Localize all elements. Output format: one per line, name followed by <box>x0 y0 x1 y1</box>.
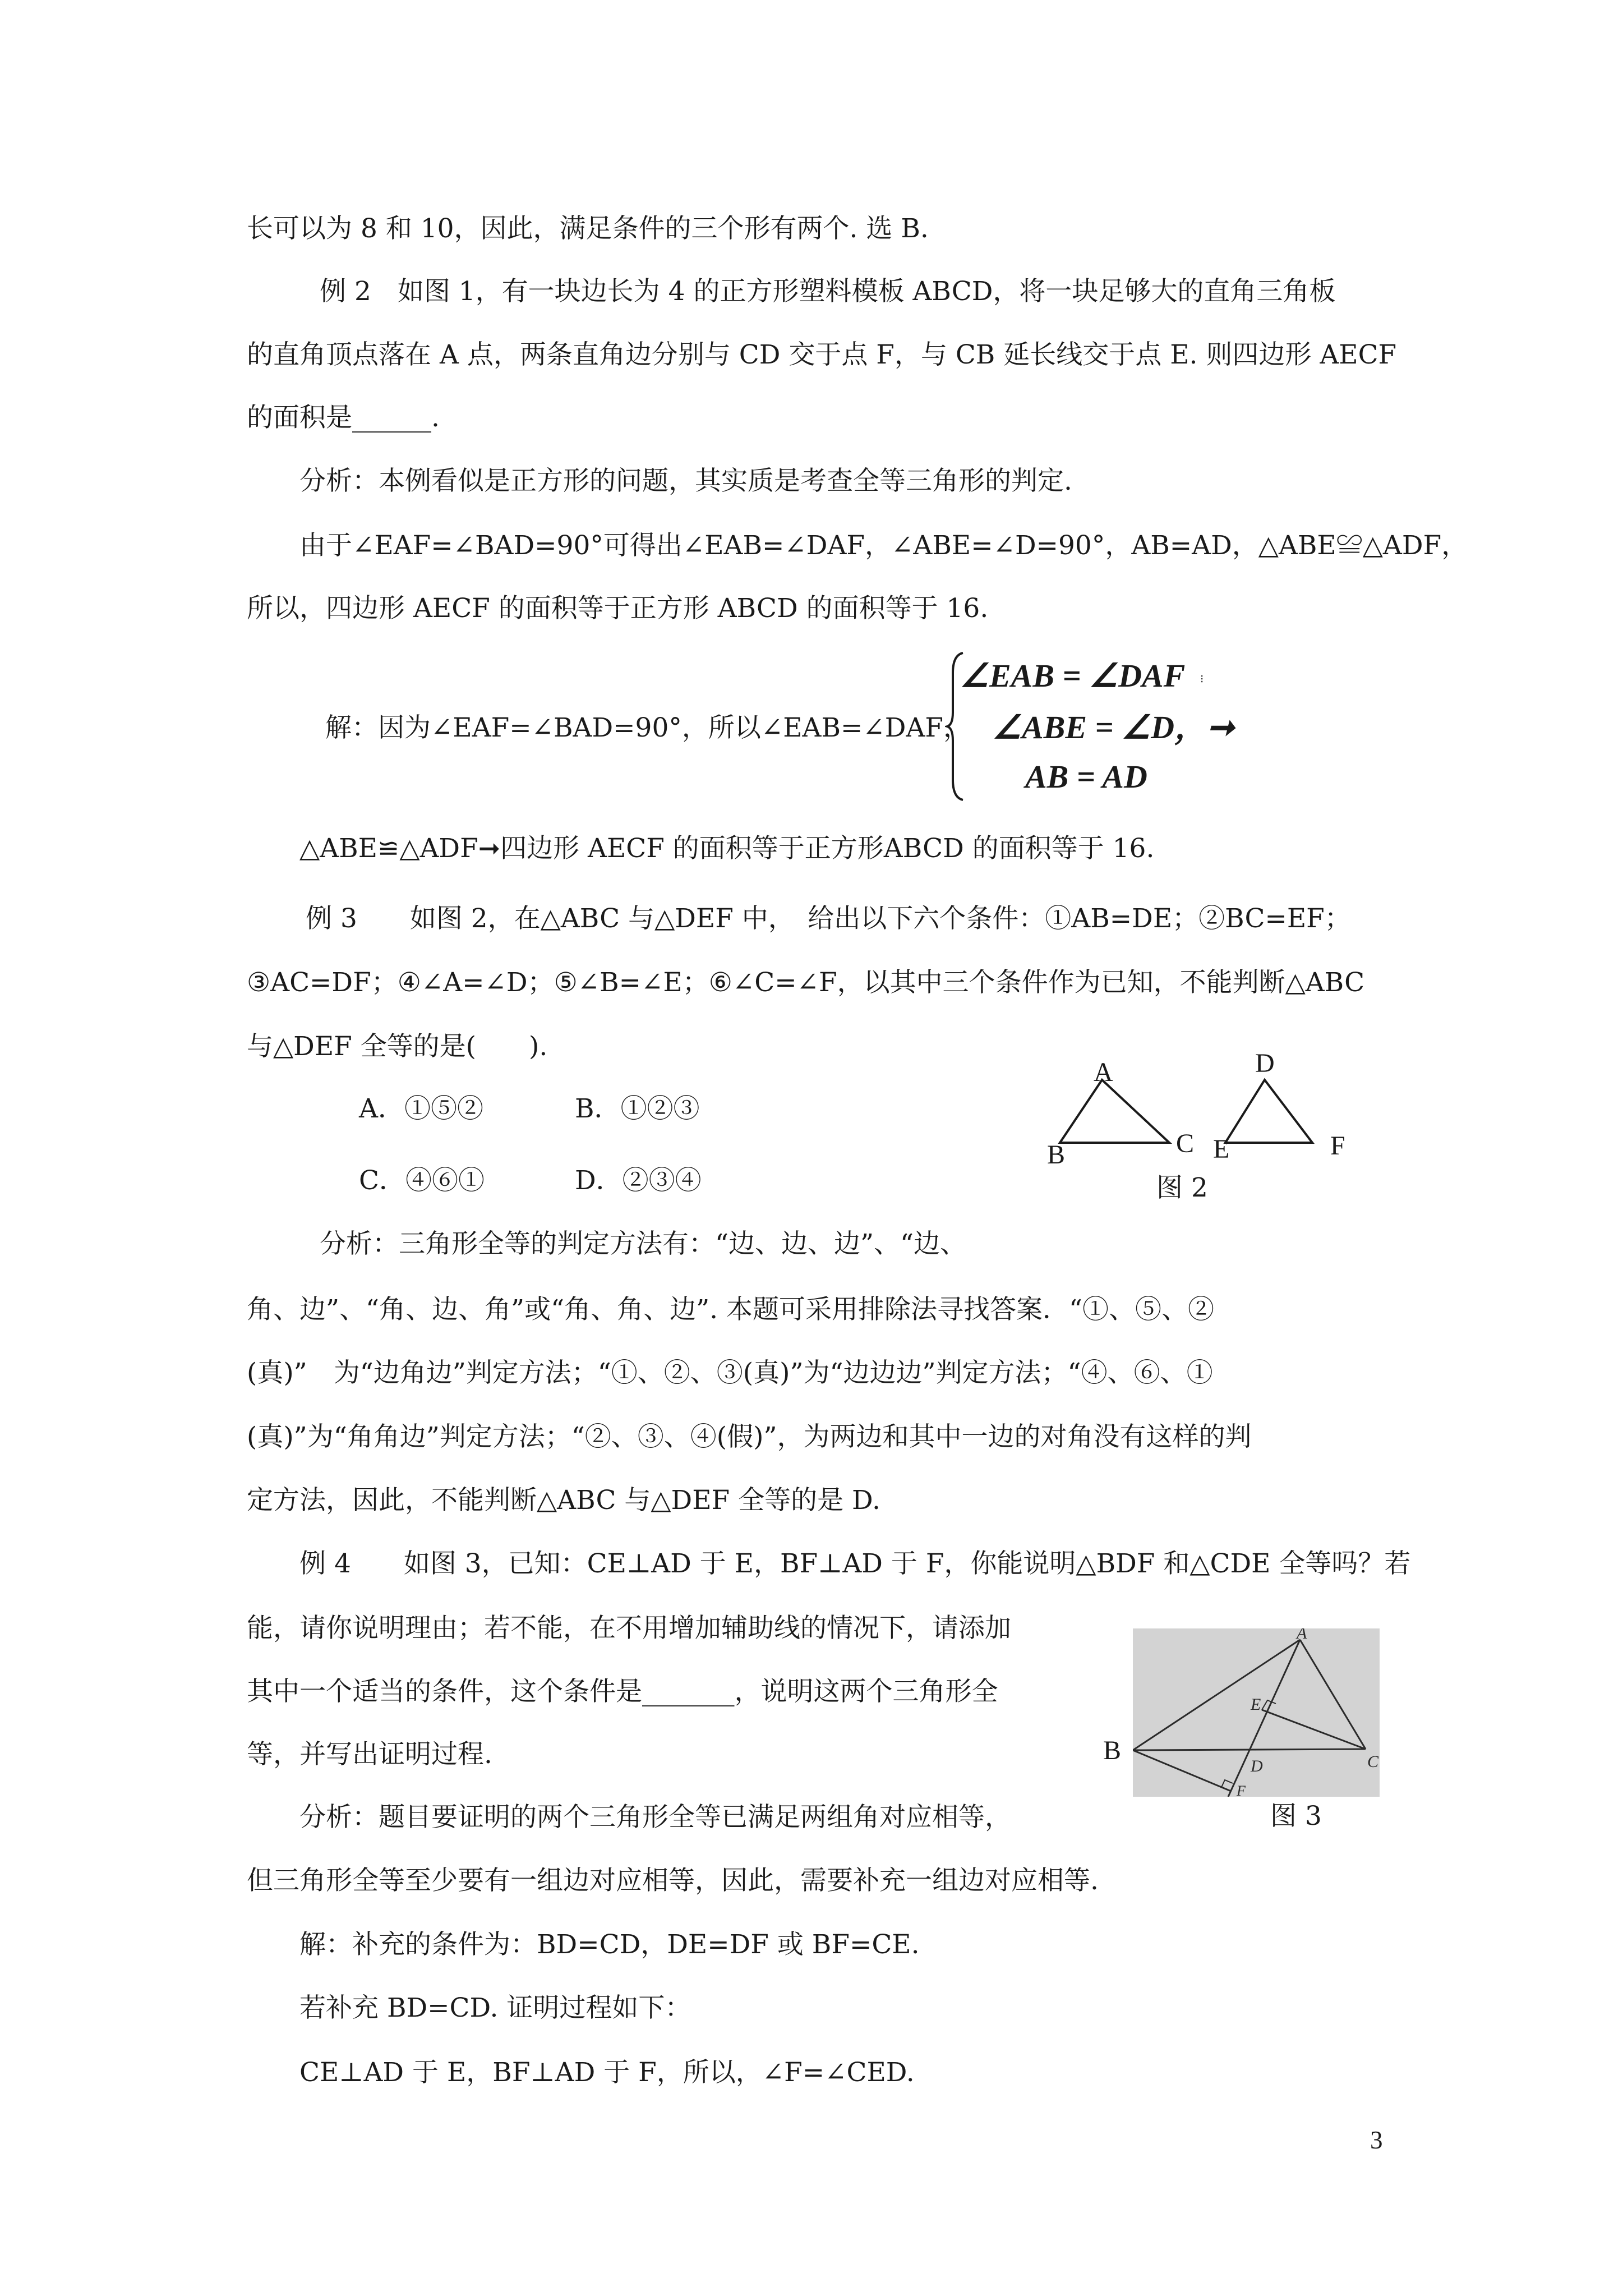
text-line-14: 角、边”、“角、边、角”或“角、角、边”. 本题可采用排除法寻找答案．“①、⑤、② <box>247 1294 1215 1325</box>
text-line-23: 但三角形全等至少要有一组边对应相等，因此，需要补充一组边对应相等. <box>247 1865 1099 1896</box>
figure-2-caption: 图 2 <box>1156 1172 1208 1203</box>
option-a: A．①⑤② <box>359 1093 483 1124</box>
text-line-24: 解：补充的条件为：BD=CD，DE=DF 或 BF=CE. <box>299 1929 920 1960</box>
equation-row-1: ∠EAB = ∠DAF <box>960 657 1186 694</box>
text-line-6: 由于∠EAF=∠BAD=90°可得出∠EAB=∠DAF，∠ABE=∠D=90°，AB=AD，△ABE≌△ADF， <box>299 530 1468 561</box>
text-line-7: 所以，四边形 AECF 的面积等于正方形 ABCD 的面积等于 16. <box>247 593 989 624</box>
text-line-9: △ABE≌△ADF➞四边形 AECF 的面积等于正方形ABCD 的面积等于 16. <box>299 833 1155 864</box>
fig3-label-a: A <box>1297 1628 1307 1642</box>
text-line-11: ③AC=DF；④∠A=∠D；⑤∠B=∠E；⑥∠C=∠F，以其中三个条件作为已知，不能判断△ABC <box>247 967 1365 998</box>
text-line-22: 分析：题目要证明的两个三角形全等已满足两组角对应相等， <box>299 1802 1011 1833</box>
figure-3-photo <box>1133 1628 1380 1797</box>
fig2-label-e: E <box>1213 1134 1230 1164</box>
text-line-3: 的直角顶点落在 A 点，两条直角边分别与 CD 交于点 F，与 CB 延长线交于点 E. 则四边形 AECF <box>247 339 1397 370</box>
option-b: B．①②③ <box>575 1093 700 1124</box>
text-line-25: 若补充 BD=CD. 证明过程如下： <box>299 1993 691 2023</box>
text-line-5: 分析：本例看似是正方形的问题，其实质是考查全等三角形的判定. <box>299 466 1072 496</box>
fig3-label-d: D <box>1251 1757 1263 1775</box>
fig3-label-f: F <box>1237 1783 1246 1797</box>
text-line-2: 例 2 如图 1，有一块边长为 4 的正方形塑料模板 ABCD，将一块足够大的直角三角板 <box>320 276 1336 307</box>
fig2-label-f: F <box>1330 1131 1345 1161</box>
text-line-26: CE⊥AD 于 E，BF⊥AD 于 F，所以，∠F=∠CED. <box>299 2057 915 2088</box>
text-line-17: 定方法，因此，不能判断△ABC 与△DEF 全等的是 D. <box>247 1485 880 1516</box>
text-line-8: 解：因为∠EAF=∠BAD=90°，所以∠EAB=∠DAF， <box>325 712 970 743</box>
triangle-abc <box>1060 1080 1169 1143</box>
fig2-label-b: B <box>1047 1140 1066 1170</box>
fig3-label-c: C <box>1367 1752 1379 1771</box>
fig3-label-e: E <box>1251 1695 1261 1714</box>
triangle-def <box>1225 1080 1312 1143</box>
text-line-21: 等，并写出证明过程. <box>247 1739 492 1770</box>
equation-row-2: ∠ABE = ∠D，➞ <box>993 709 1234 746</box>
fig2-label-c: C <box>1176 1129 1195 1158</box>
page-number: 3 <box>1370 2126 1383 2154</box>
equation-row-3: AB = AD <box>1025 758 1147 795</box>
text-line-4: 的面积是______. <box>247 402 440 433</box>
text-line-1: 长可以为 8 和 10，因此，满足条件的三个形有两个. 选 B. <box>247 213 929 244</box>
text-line-13: 分析：三角形全等的判定方法有：“边、边、边”、“边、 <box>320 1228 967 1259</box>
text-line-19: 能，请你说明理由；若不能，在不用增加辅助线的情况下，请添加 <box>247 1613 1011 1644</box>
fig3-label-b: B <box>1103 1736 1122 1765</box>
text-line-15: (真)” 为“边角边”判定方法；“①、②、③(真)”为“边边边”判定方法；“④、⑥、① <box>247 1358 1213 1388</box>
fig2-label-d: D <box>1255 1048 1275 1078</box>
small-mark-icon: ⁝ <box>1200 672 1204 685</box>
fig2-label-a: A <box>1094 1057 1113 1087</box>
figure-3-caption: 图 3 <box>1270 1801 1322 1832</box>
text-line-10: 例 3 如图 2，在△ABC 与△DEF 中， 给出以下六个条件：①AB=DE；②BC=EF； <box>306 903 1351 934</box>
text-line-16: (真)”为“角角边”判定方法；“②、③、④(假)”，为两边和其中一边的对角没有这样的判 <box>247 1421 1252 1452</box>
text-line-18: 例 4 如图 3，已知：CE⊥AD 于 E，BF⊥AD 于 F，你能说明△BDF 和△CDE 全等吗？若 <box>299 1548 1411 1579</box>
option-d: D．②③④ <box>575 1165 702 1196</box>
text-line-12: 与△DEF 全等的是( ). <box>247 1031 548 1062</box>
text-line-20: 其中一个适当的条件，这个条件是_______，说明这两个三角形全 <box>247 1676 998 1707</box>
option-c: C．④⑥① <box>359 1165 485 1196</box>
